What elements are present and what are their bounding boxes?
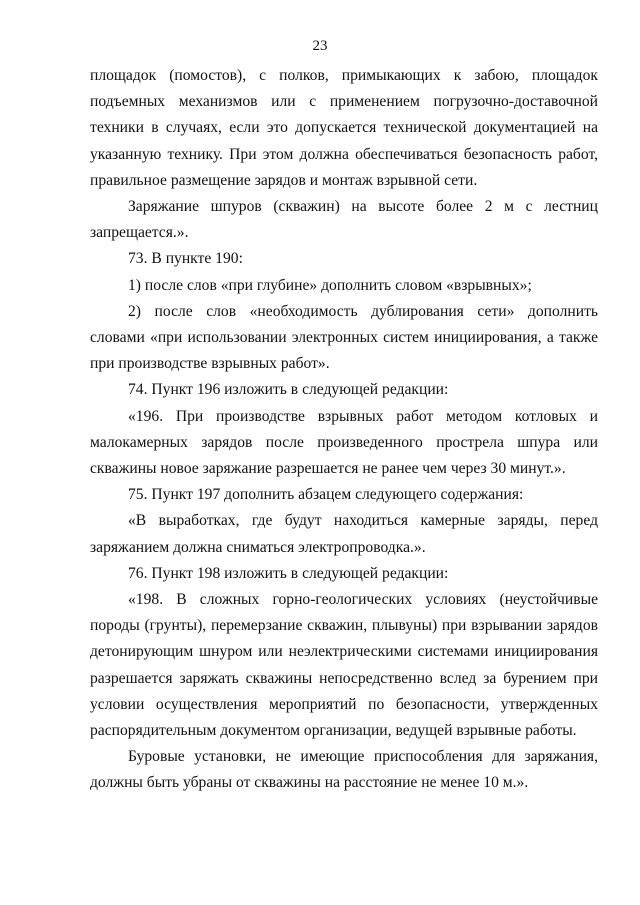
paragraph-item-197-text: «В выработках, где будут находиться камерные заряды, перед заряжанием должна сниматься электропроводка.».	[90, 512, 598, 556]
paragraph-ladder-prohibition: Заряжание шпуров (скважин) на высоте более 2 м с лестниц запрещается.».	[90, 198, 598, 242]
document-body	[90, 63, 598, 797]
paragraph-item-73-sub-2: 2) после слов «необходимость дублирования сети» дополнить словами «при использовании электронных систем инициирования, а также при производстве взрывных работ».	[90, 302, 598, 373]
page-number: 23	[312, 38, 328, 54]
paragraph-item-73-sub-1: 1) после слов «при глубине» дополнить словом «взрывных»;	[128, 276, 532, 294]
paragraph-item-73: 73. В пункте 190:	[128, 250, 243, 268]
paragraph-item-198-text: «198. В сложных горно-геологических условиях (неустойчивые породы (грунты), перемерзание скважин, плывуны) при взрывании зарядов детонирующим шнуром или неэлектрическими системами инициирования разрешается заряжать скважины непосредственно вслед за бурением при условии осуществления мероприятий по безопасности, утвержденных распорядительным документом организации, ведущей взрывные работы.	[90, 591, 598, 740]
paragraph-item-75: 75. Пункт 197 дополнить абзацем следующего содержания:	[128, 486, 524, 504]
paragraph-item-74: 74. Пункт 196 изложить в следующей редакции:	[128, 381, 449, 399]
paragraph-drilling-rigs: Буровые установки, не имеющие приспособления для заряжания, должны быть убраны от скважины на расстояние не менее 10 м.».	[90, 748, 598, 792]
paragraph-item-76: 76. Пункт 198 изложить в следующей редакции:	[128, 564, 449, 582]
paragraph-item-196-text: «196. При производстве взрывных работ методом котловых и малокамерных зарядов после произведенного прострела шпура или скважины новое заряжание разрешается не ранее чем через 30 минут.».	[90, 407, 598, 478]
paragraph-continuation: площадок (помостов), с полков, примыкающих к забою, площадок подъемных механизмов или с применением погрузочно-доставочной техники в случаях, если это допускается технической документацией на указанную технику. При этом должна обеспечиваться безопасность работ, правильное размещение зарядов и монтаж взрывной сети.	[90, 67, 598, 189]
